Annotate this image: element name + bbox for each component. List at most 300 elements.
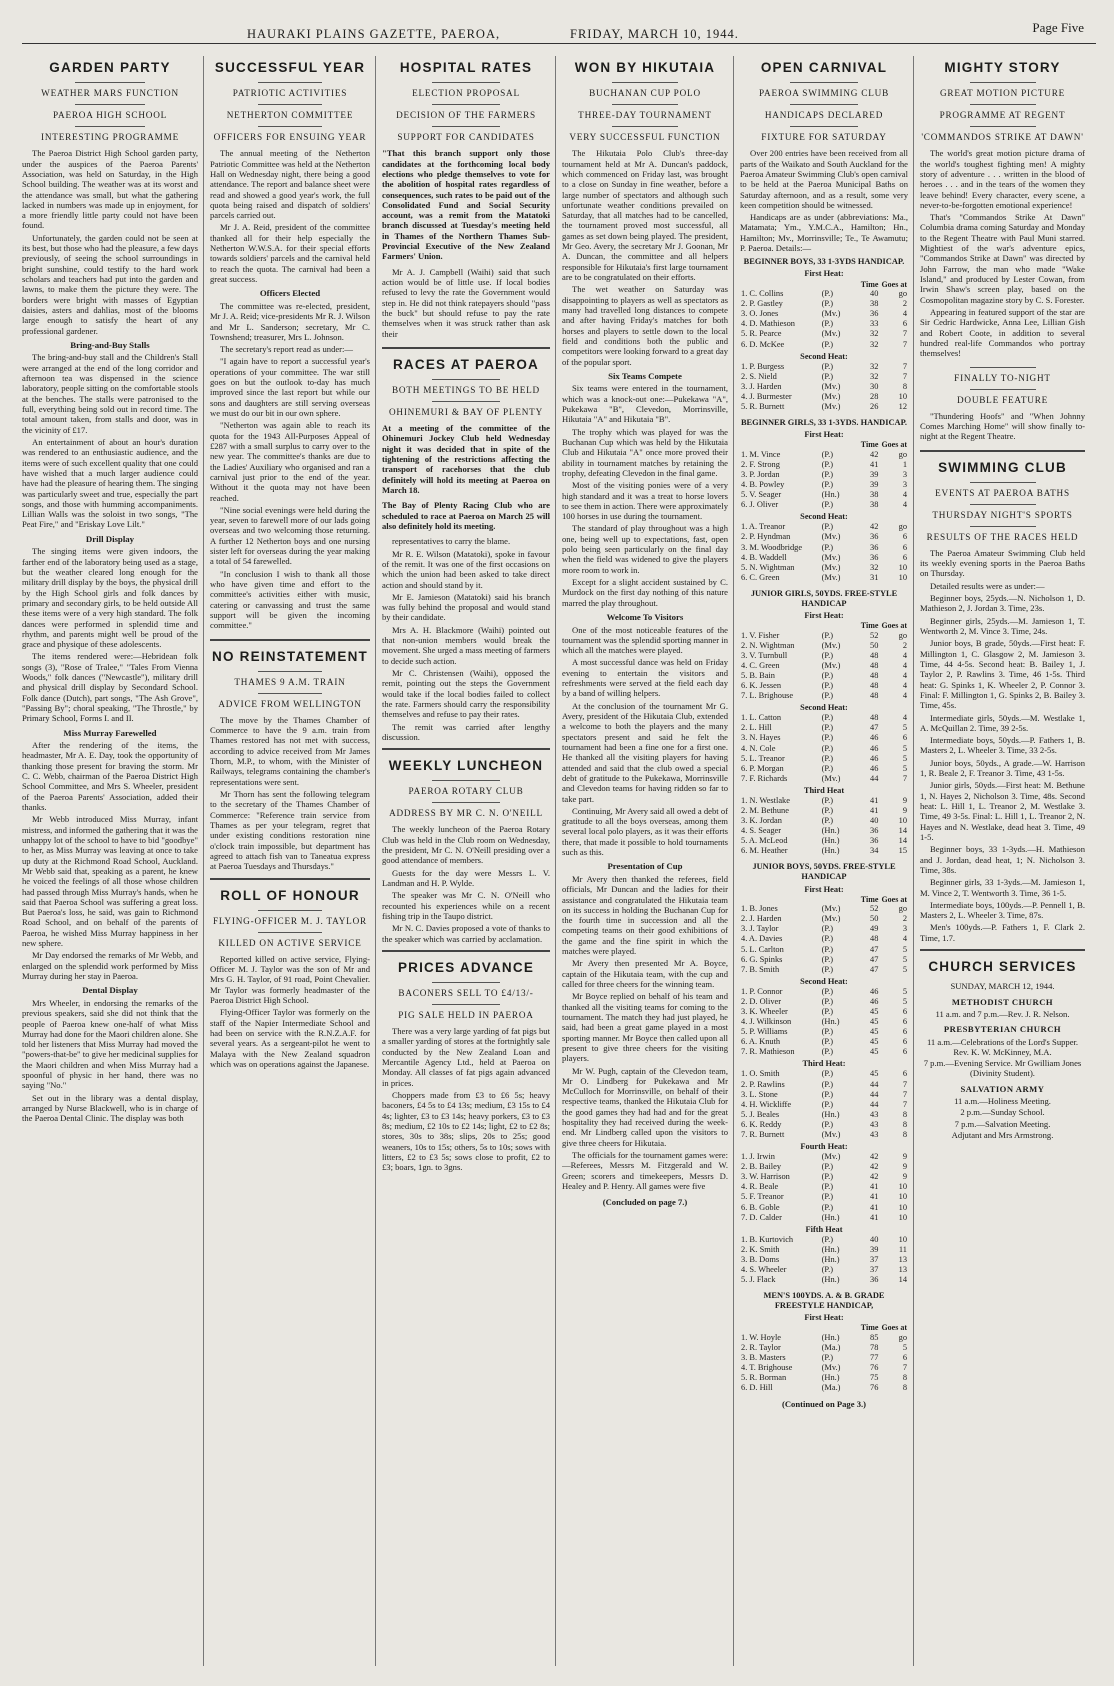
table-cell: (P.) [821, 924, 834, 934]
paragraph: Mr Avery then thanked the referees, field officials, Mr Duncan and the ladies for their assistance and congratulated the Hikutaia team on its success in holding the Buchanan Cup for the fourth time in succession and all the competing teams on their good exhibitions of the game and the fine spirit in which the matches were played. [562, 873, 728, 957]
table-cell: 40 [870, 1234, 879, 1244]
table-cell: 36 [870, 309, 879, 319]
table-cell: 10 [898, 572, 907, 582]
table-cell: 5. A. McLeod [741, 836, 788, 846]
table-header-row [740, 280, 908, 290]
table-cell: 46 [870, 753, 879, 763]
table-cell: (Hn.) [821, 490, 840, 500]
table-cell: (P.) [821, 1069, 834, 1079]
divider [432, 104, 499, 105]
table-cell: 48 [870, 671, 879, 680]
table-cell: (P.) [821, 459, 834, 469]
table-cell: 2. N. Wightman [741, 640, 795, 650]
table-cell: 6. J. Oliver [741, 500, 779, 510]
divider [970, 367, 1036, 368]
paragraph: An entertainment of about an hour's duration was rendered to an enthusiastic audience, and the items were of such excellent quality that one could have wished that a much larger audience could have had the pleasure of hearing them. The singing was particularly sweet and true, especially the part songs, and those with humming accompaniments. Lillian Walls was the soloist in two songs, "The Peat Fire," and "Eriskay Love Lilt." [22, 436, 198, 530]
table-cell: 6 [902, 552, 907, 562]
table-cell: 8 [902, 1383, 907, 1393]
divider [432, 802, 499, 803]
table-cell: 1. V. Fisher [741, 630, 780, 640]
table-row [740, 713, 908, 723]
table-cell: 6. D. Hill [741, 1383, 773, 1393]
subheading: ELECTION PROPOSAL [412, 88, 520, 99]
table-cell: (Mv.) [821, 381, 841, 391]
services-date: SUNDAY, MARCH 12, 1944. [950, 981, 1055, 992]
table-cell: (P.) [821, 1162, 834, 1172]
table-cell: (P.) [821, 723, 834, 733]
table-cell: 4. A. Davies [741, 934, 783, 944]
table-cell: 1. B. Kurtovich [741, 1234, 794, 1244]
table-cell: (P.) [821, 1202, 834, 1212]
table-row [740, 955, 908, 965]
table-cell: (P.) [821, 650, 834, 660]
table-row [740, 723, 908, 733]
heat-table [740, 895, 908, 975]
table-cell: 46 [870, 763, 879, 773]
table-cell: (Mv.) [821, 640, 841, 650]
subheading: GREAT MOTION PICTURE [939, 88, 1066, 99]
lead-paragraph: At a meeting of the committee of the Ohinemuri Jockey Club held Wednesday night it was decided that in spite of the tightening of the restrictions affecting the transport of racehorses that the club definitely will hold its meeting at Paeroa on March 18. [382, 423, 550, 496]
table-cell: 41 [870, 459, 879, 469]
service-time: 11 a.m.—Holiness Meeting. [954, 1096, 1051, 1107]
paragraph: The bring-and-buy stall and the Children's Stall were arranged at the end of the long corridor and afternoon tea was dispensed in the science laboratory, people sitting on the comfortable stools at the benches. The stalls were patronised to the full, everything being sold out in record time. The total amount taken, from stalls and door, was in the vicinity of £17. [22, 352, 198, 435]
paragraph: One of the most noticeable features of the tournament was the splendid sporting manner in which all the matches were played. [562, 624, 728, 656]
table-cell: 3 [902, 924, 907, 934]
article-successful-year [210, 60, 370, 631]
paragraph: Flying-Officer Taylor was formerly on the staff of the Napier Intermediate School and had been on service with the R.N.Z.A.F. for several years. As a sergeant-pilot he went to Malaya with the New Zealand squadron which was on operations against the Japanese. [210, 1007, 370, 1069]
paper-name: HAURAKI PLAINS GAZETTE, PAEROA, [247, 27, 501, 41]
table-cell: (P.) [821, 1079, 834, 1089]
table-cell: 15 [898, 846, 907, 856]
side-heading: Six Teams Compete [608, 370, 682, 381]
divider [970, 104, 1036, 105]
paragraph: Mr J. A. Reid, president of the committee thanked all for their help especially the Netherton W.W.S.A. for their special efforts towards soldiers' parcels and the carnival held to reach the quota. The carnival had been a great success. [210, 222, 370, 285]
table-cell: 10 [898, 1182, 907, 1192]
table-cell: 1. P. Connor [741, 986, 783, 996]
heat-heading: First Heat: [804, 430, 844, 440]
divider [432, 1004, 499, 1005]
divider [432, 82, 499, 83]
table-cell: 1. J. Irwin [741, 1152, 775, 1162]
table-cell: 41 [870, 1192, 879, 1202]
heat-table [740, 621, 908, 701]
table-cell: 7 [902, 371, 907, 381]
table-cell: 50 [870, 640, 879, 650]
headline: SWIMMING CLUB [938, 459, 1067, 475]
paragraph: The annual meeting of the Netherton Patriotic Committee was held at the Netherton Hall on Wednesday night, there being a good attendance. The report and balance sheet were read and showed a good year's work, the full quota being raised and dispatch of soldiers' parcels carried out. [210, 148, 370, 221]
table-row [740, 1047, 908, 1057]
table-row [740, 924, 908, 934]
column-header [821, 895, 851, 905]
table-cell: 32 [870, 371, 879, 381]
table-cell: 12 [898, 402, 907, 412]
table-cell: 3. J. Harden [741, 381, 782, 391]
table-cell: 32 [870, 562, 879, 572]
table-cell: (P.) [821, 371, 834, 381]
subheading: FINALLY TO-NIGHT [954, 372, 1051, 383]
paragraph: That's "Commandos Strike At Dawn" Columbia drama coming Saturday and Monday to the Regent Theatre with Paul Muni starred. Mightiest of the war's adventure epics, "Commandos Strike at Dawn" was directed by John Farrow, the man who made "Wake Island," and produced by Lester Cowan, from Irwin Shaw's screen play, based on the Cosmopolitan magazine story by C. S. Forester. [920, 212, 1085, 305]
divider [970, 482, 1036, 483]
table-cell: 3. L. Stone [741, 1089, 778, 1099]
headline: SUCCESSFUL YEAR [214, 60, 366, 75]
table-cell: 5. P. Williams [741, 1027, 788, 1037]
table-cell: 4 [902, 500, 907, 510]
table-cell: 38 [870, 490, 879, 500]
table-cell: 14 [898, 826, 907, 836]
table-cell: 4. T. Brighouse [741, 1363, 793, 1373]
table-cell: (Hn.) [821, 846, 840, 856]
table-row [740, 1203, 908, 1213]
table-cell: 3. O. Jones [741, 309, 779, 319]
table-cell: 5. L. Carlton [741, 944, 784, 954]
headline: MIGHTY STORY [944, 60, 1061, 75]
table-row [740, 299, 908, 309]
headline: WEEKLY LUNCHEON [388, 758, 544, 774]
table-cell: 6 [902, 532, 907, 542]
table-cell: 7. F. Richards [741, 773, 788, 783]
table-cell: 42 [870, 449, 879, 459]
table-cell: 3. V. Turnbull [741, 650, 788, 660]
table-cell: 48 [870, 660, 879, 670]
table-cell: 7 [902, 361, 907, 371]
table-cell: (Ma.) [821, 1383, 841, 1393]
paragraph: The move by the Thames Chamber of Commerce to have the 9 a.m. train from Thames restored has not met with success, according to advice received from Mr James Thorn, M.P., to whom, with the Minister of Railways, telegrams containing the chamber's representations were sent. [210, 714, 370, 787]
table-row [740, 934, 908, 944]
table-cell: (P.) [821, 753, 834, 763]
race-title: BEGINNER GIRLS, 33 1-3YDS. HANDICAP. [740, 418, 908, 428]
heat-table [740, 987, 908, 1058]
paragraph: Mr E. Jamieson (Matatoki) said his branch was fully behind the proposal and would stand by their candidate. [382, 591, 550, 623]
column-header: Time [860, 1323, 879, 1333]
table-row [740, 1373, 908, 1383]
table-row [740, 904, 908, 914]
subheading: PATRIOTIC ACTIVITIES [232, 88, 348, 99]
table-cell: (P.) [821, 996, 834, 1006]
table-cell: 40 [870, 289, 879, 299]
table-row [740, 671, 908, 681]
table-row [740, 651, 908, 661]
table-row [740, 836, 908, 846]
table-cell: 5 [902, 723, 907, 733]
table-cell: 4. H. Wickliffe [741, 1099, 792, 1109]
paragraph: representatives to carry the blame. [392, 536, 511, 547]
heat-heading: Fourth Heat: [800, 1142, 848, 1152]
table-row [740, 329, 908, 339]
table-cell: 43 [870, 1109, 879, 1119]
table-cell: (P.) [821, 522, 834, 532]
table-cell: 3. J. Taylor [741, 924, 779, 934]
table-cell: 32 [870, 339, 879, 349]
table-cell: 3. P. Jordan [741, 470, 780, 479]
church-name: METHODIST CHURCH [951, 996, 1054, 1007]
table-cell: (Hn.) [821, 826, 840, 836]
table-cell: (Hn.) [821, 836, 840, 846]
table-cell: go [898, 1332, 907, 1342]
subheading: INTERESTING PROGRAMME [40, 132, 180, 143]
table-row [740, 631, 908, 641]
table-row [740, 392, 908, 402]
table-cell: 50 [870, 914, 879, 924]
table-cell: 5 [902, 1343, 907, 1353]
table-cell: 10 [898, 1234, 907, 1244]
church-name: PRESBYTERIAN CHURCH [943, 1024, 1062, 1035]
table-header-row [740, 895, 908, 905]
table-cell: 3 [902, 480, 907, 490]
heat-heading: Third Heat [803, 785, 845, 795]
heat-heading: Second Heat: [800, 976, 848, 986]
table-cell: 2. J. Harden [741, 914, 782, 924]
table-cell: 4. D. Mathieson [741, 319, 795, 329]
column-header [740, 1323, 821, 1333]
table-cell: 6 [902, 1069, 907, 1079]
table-row [740, 1363, 908, 1373]
table-cell: 5. N. Wightman [741, 562, 795, 572]
table-row [740, 641, 908, 651]
table-cell: 32 [870, 329, 879, 339]
paragraph: Mr Webb introduced Miss Murray, infant mistress, and informed the gathering that it was the unhappy lot of the school to have to bid "goodbye" to her, as Miss Murray was leaving at once to take up duty at the Richmond Road School, Auckland. Mr Webb said that, speaking as a parent, he knew he voiced the feelings of all those whose children had passed through Miss Murray's hands, when he said that Paeroa School was suffering a great loss. But Paeroa's loss, he said, was gain to Richmond Road School, and on behalf of the parents of Paeroa, he wished Miss Murray happiness in her new sphere. [22, 814, 198, 949]
column-header [821, 621, 851, 631]
table-cell: 36 [870, 826, 879, 836]
service-time: 11 a.m. and 7 p.m.—Rev. J. R. Nelson. [935, 1008, 1070, 1019]
table-cell: 6 [902, 1017, 907, 1027]
table-cell: 7. R. Burnett [741, 1129, 785, 1139]
heat-table [740, 362, 908, 412]
paragraph: Over 200 entries have been received from all parts of the Waikato and South Auckland for the Paeroa Amateur Swimming Club's open carnival to be held at the Paeroa Municipal Baths on Saturday afternoon, and as a result, some very keen competition should be witnessed. [740, 148, 908, 210]
continued-note: (Concluded on page 7.) [602, 1197, 688, 1208]
side-heading: Officers Elected [259, 288, 321, 299]
table-cell: 46 [870, 733, 879, 743]
headline: PRICES ADVANCE [397, 959, 535, 975]
article-no-reinstatement [210, 639, 370, 872]
table-cell: 10 [898, 562, 907, 572]
heat-table [740, 713, 908, 784]
subheading: DOUBLE FEATURE [956, 394, 1049, 405]
table-cell: go [898, 289, 907, 299]
table-cell: 6 [902, 1353, 907, 1363]
table-cell: 1. B. Jones [741, 904, 778, 914]
church-name: SALVATION ARMY [960, 1083, 1045, 1094]
article-finally-tonight [920, 367, 1085, 442]
table-cell: 14 [898, 836, 907, 846]
table-cell: 39 [870, 1244, 879, 1254]
subheading: NETHERTON COMMITTEE [226, 110, 354, 121]
table-cell: 85 [870, 1332, 879, 1342]
subheading: PAEROA HIGH SCHOOL [52, 110, 168, 121]
headline: OPEN CARNIVAL [760, 60, 888, 75]
table-cell: 2 [902, 640, 907, 650]
table-cell: (P.) [821, 816, 834, 826]
table-cell: 3. B. Masters [741, 1353, 786, 1363]
handicap-tables [740, 257, 908, 1393]
race-title: MEN'S 100YDS. A. & B. GRADE FREESTYLE HANDICAP, [763, 1291, 885, 1311]
table-row [740, 1192, 908, 1202]
handicap-race [740, 257, 908, 412]
subheading: BACONERS SELL TO £4/13/- [398, 988, 534, 999]
table-row [740, 774, 908, 784]
headline: CHURCH SERVICES [928, 959, 1077, 975]
table-cell: 4 [902, 681, 907, 691]
divider [258, 126, 322, 127]
service-time: 7 p.m.—Salvation Meeting. [954, 1118, 1051, 1129]
heat-table [740, 280, 908, 350]
divider [970, 389, 1036, 390]
table-cell: 5 [902, 964, 907, 974]
column-header: Time [860, 894, 879, 904]
table-cell: 42 [870, 1152, 879, 1162]
table-cell: 6. B. Goble [741, 1202, 780, 1212]
paragraph: Beginner boys, 33 1-3yds.—H. Mathieson and J. Jordan, dead heat, 1; N. Nicholson 3. Time, 38s. [920, 844, 1085, 875]
column-header [740, 280, 821, 290]
paragraph: Mrs A. H. Blackmore (Waihi) pointed out that non-union members would break the movement. She urged a mass meeting of farmers to decide such action. [382, 624, 550, 666]
table-row [740, 1383, 908, 1393]
table-cell: 1. C. Collins [741, 289, 784, 299]
table-cell: (P.) [821, 1007, 834, 1017]
table-cell: 10 [898, 1212, 907, 1222]
table-cell: 6. K. Reddy [741, 1119, 782, 1129]
table-row [740, 744, 908, 754]
table-cell: 37 [870, 1254, 879, 1264]
article-open-carnival [740, 60, 908, 1410]
table-row [740, 372, 908, 382]
paragraph: The Paeroa Amateur Swimming Club held its weekly evening sports in the Paeroa Baths on Thursday. [920, 547, 1085, 579]
paragraph: Six teams were entered in the tournament, which was a knock-out one:—Pukekawa "A", Pukekawa "B", Clevedon, Morrinsville, Hikutaia "A" and Hikutaia "B". [562, 383, 728, 425]
table-cell: 9 [902, 1162, 907, 1172]
table-cell: 7 [902, 1089, 907, 1099]
table-cell: (P.) [821, 1099, 834, 1109]
divider [612, 126, 678, 127]
table-cell: 32 [870, 361, 879, 371]
table-cell: (Mv.) [821, 329, 841, 339]
paragraph: Mr Avery then presented Mr A. Boyce, captain of the Hikutaia team, with the cup and called for three cheers for the winning team. [562, 958, 728, 990]
table-cell: 10 [898, 1192, 907, 1202]
article-won-by-hikutaia [562, 60, 728, 1208]
headline: RACES AT PAEROA [392, 356, 539, 372]
table-cell: 45 [870, 1027, 879, 1037]
table-cell: (Hn.) [821, 1109, 840, 1119]
paragraph: "In conclusion I wish to thank all those who have given time and effort to the committee's activities either with music, catering or canvassing and trust the same support will be given the incoming committee." [210, 568, 370, 631]
paragraph: Intermediate boys, 50yds.—P. Fathers 1, B. Masters 2, L. Wheeler 3. Time, 33 2-5s. [920, 735, 1085, 756]
paragraph: Mr Day endorsed the remarks of Mr Webb, and enlarged on the splendid work performed by Miss Murray during her stay in Paeroa. [22, 950, 198, 982]
table-cell: 48 [870, 691, 879, 701]
subheading: WEATHER MARS FUNCTION [41, 88, 179, 99]
table-row [740, 997, 908, 1007]
table-row [740, 289, 908, 299]
paragraph: Appearing in featured support of the star are Sir Cedric Hardwicke, Anna Lee, Lillian Gish and Robert Coote, in addition to several hundred real-life Commandos who portray themselves! [920, 306, 1085, 359]
paragraph: There was a very large yarding of fat pigs but a smaller yarding of stores at the fortnightly sale conducted by the New Zealand Loan and Mercantile Agency Ltd., held at Paeroa on Monday. All classes of fat pigs again advanced in prices. [382, 1026, 550, 1088]
table-cell: 6. G. Spinks [741, 954, 783, 964]
column-header [740, 440, 821, 450]
table-cell: 2. P. Gastley [741, 299, 783, 309]
table-cell: (P.) [821, 733, 834, 743]
table-row [740, 309, 908, 319]
paragraph: "I again have to report a successful year's operations of your committee. The war still goes on but the outlook to-day has much improved since the last report but while our sons and daughters are still serving overseas we must do our bit in our own sphere. [210, 356, 370, 419]
table-cell: (P.) [821, 480, 834, 490]
table-row [740, 826, 908, 836]
paragraph: "Netherton was again able to reach its quota for the 1943 All-Purposes Appeal of £287 with a small surplus to carry over to the new year. The committee's thanks are due to the Ladies' Auxiliary who organised and ran a carnival just prior to the end of the year. Without it the quota may not have been reached. [210, 420, 370, 503]
column-header: Goes at [881, 894, 907, 904]
table-cell: 40 [870, 816, 879, 826]
table-cell: 41 [870, 1182, 879, 1192]
table-cell: (Mv.) [821, 309, 841, 319]
paragraph: The remit was carried after lengthy discussion. [382, 721, 550, 742]
table-cell: 36 [870, 552, 879, 562]
subheading: HANDICAPS DECLARED [764, 110, 884, 121]
table-cell: 5. J. Beales [741, 1109, 780, 1119]
table-row [740, 1080, 908, 1090]
table-cell: 1. W. Hoyle [741, 1332, 782, 1342]
column-header [821, 1323, 851, 1333]
heat-heading: Second Heat: [800, 351, 848, 361]
divider [258, 910, 322, 911]
table-header-row [740, 621, 908, 631]
table-cell: 8 [902, 1109, 907, 1119]
divider [75, 104, 145, 105]
table-cell: (P.) [821, 1172, 834, 1182]
table-cell: 45 [870, 1037, 879, 1047]
table-cell: 6 [902, 1027, 907, 1037]
table-cell: 48 [870, 713, 879, 723]
table-cell: 5. R. Burnett [741, 402, 785, 412]
table-cell: 39 [870, 470, 879, 479]
table-cell: 45 [870, 1069, 879, 1079]
column-header [740, 895, 821, 905]
column-header [821, 440, 851, 450]
column-3 [382, 56, 556, 1666]
table-cell: 7. D. Calder [741, 1212, 782, 1222]
table-cell: 2. F. Strong [741, 459, 780, 469]
table-row [740, 1245, 908, 1255]
table-cell: 3. N. Hayes [741, 733, 781, 743]
table-row [740, 1343, 908, 1353]
article-races-at-paeroa [382, 347, 550, 742]
paragraph: Mr R. E. Wilson (Matatoki), spoke in favour of the remit. It was one of the first occasions on which the union had been asked to take direct action and should stand by it. [382, 548, 550, 590]
table-cell: 36 [870, 836, 879, 846]
table-cell: 5. R. Pearce [741, 329, 782, 339]
table-row [740, 733, 908, 743]
table-cell: 44 [870, 1079, 879, 1089]
table-cell: 28 [870, 391, 879, 401]
table-row [740, 382, 908, 392]
paragraph: Except for a slight accident sustained by C. Murdock on the first day nothing of this nature marred the play throughout. [562, 577, 728, 608]
table-cell: (P.) [821, 339, 834, 349]
column-header: Goes at [881, 621, 907, 631]
table-cell: 9 [902, 795, 907, 805]
column-header: Goes at [881, 440, 907, 450]
heat-heading: First Heat: [804, 1313, 844, 1323]
table-cell: 2. L. Hill [741, 723, 772, 733]
table-cell: 39 [870, 480, 879, 490]
table-cell: 5 [902, 753, 907, 763]
table-cell: 6. K. Jessen [741, 681, 782, 691]
table-cell: (P.) [821, 691, 834, 701]
table-cell: 6 [902, 733, 907, 743]
table-cell: 2 [902, 914, 907, 924]
table-cell: 7. L. Brighouse [741, 691, 794, 701]
table-cell: (P.) [821, 1037, 834, 1047]
divider [75, 126, 145, 127]
subheading: FIXTURE FOR SATURDAY [761, 132, 887, 143]
table-row [740, 402, 908, 412]
table-cell: (P.) [821, 1192, 834, 1202]
table-cell: 76 [870, 1363, 879, 1373]
paragraph: The world's great motion picture drama of the world's toughest fighting men! A mighty story of adventure . . . written in the blood of heroes . . . and in the tears of the women they leave behind! Every character, every scene, a never-to-be-forgotten emotional experience! [920, 148, 1085, 210]
subheading: OHINEMURI & BAY OF PLENTY [388, 407, 544, 418]
side-heading: Drill Display [85, 533, 135, 544]
headline: NO REINSTATEMENT [212, 648, 368, 664]
table-row [740, 522, 908, 532]
paragraph: "Nine social evenings were held during the year, seven to farewell more of our lads going overseas and two welcoming those returning. A further 12 Netherton boys and one nursing sister left for overseas during the year making a total of 54 farewelled. [210, 504, 370, 567]
divider [612, 104, 678, 105]
